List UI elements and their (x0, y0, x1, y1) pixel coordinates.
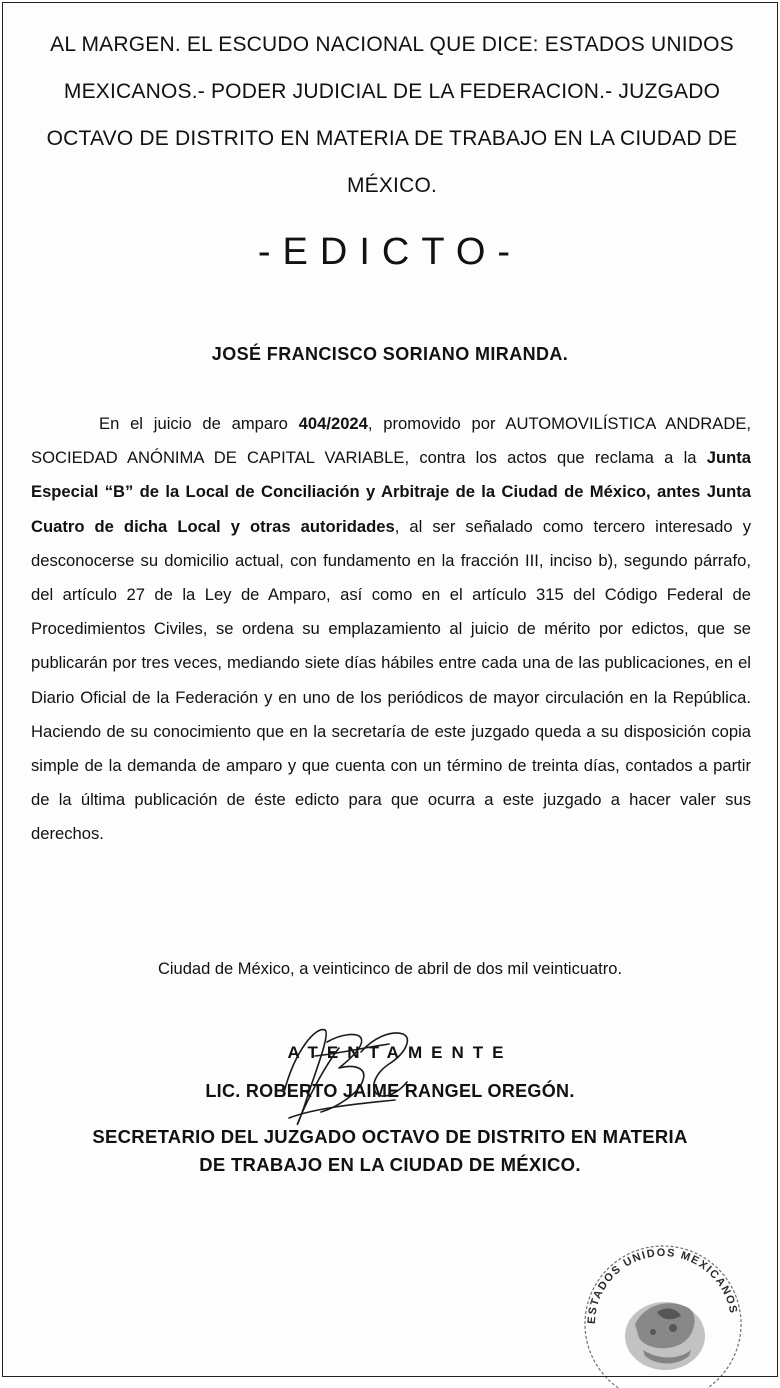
body-text-3: , al ser señalado como tercero interesado y desconocerse su domicilio actual, con fundamento en la fracción III, inciso b), segundo párrafo, del artículo 27 de la Ley de Amparo, así como en el artículo 315 del Código Federal de Procedimientos Civiles, se ordena su emplazamiento al juicio de mérito por edictos, que se publicarán por tres veces, mediando siete días hábiles entre cada una de las publicaciones, en el Diario Oficial de la Federación y en uno de los periódicos de mayor circulación en la República. Haciendo de su conocimiento que en la secretaría de este juzgado queda a su disposición copia simple de la demanda de amparo y que cuenta con un término de treinta días, contados a partir de la última publicación de éste edicto para que ocurra a este juzgado a hacer valer sus derechos. (31, 516, 751, 844)
header-line-2: MEXICANOS.- PODER JUDICIAL DE LA FEDERACION.- JUZGADO (63, 80, 721, 103)
signer-role-line-1: SECRETARIO DEL JUZGADO OCTAVO DE DISTRITO EN MATERIA (92, 1126, 688, 1147)
addressee: JOSÉ FRANCISCO SORIANO MIRANDA. (211, 344, 569, 364)
handwritten-signature-icon (265, 1008, 425, 1138)
body-text-2: , promovido por AUTOMOVILÍSTICA ANDRADE, SOCIEDAD ANÓNIMA DE CAPITAL VARIABLE, contra los actos que reclama a la (31, 414, 751, 468)
signer-name: LIC. ROBERTO JAIME RANGEL OREGÓN. (205, 1081, 575, 1101)
responsible-authority: Junta Especial “B” de la Local de Conciliación y Arbitraje de la Ciudad de México, antes Junta Cuatro de dicha Local y otras autoridades (31, 448, 751, 536)
header-line-4: MÉXICO. (346, 174, 438, 197)
seal-text: ESTADOS UNIDOS MEXICANOS (585, 1246, 740, 1325)
header-block (33, 21, 751, 209)
case-number: 404/2024 (298, 414, 368, 433)
closing-word: ATENTAMENTE (287, 1043, 513, 1062)
body-paragraph (31, 407, 751, 852)
header-line-1: AL MARGEN. EL ESCUDO NACIONAL QUE DICE: ESTADOS UNIDOS (50, 33, 734, 56)
date-line: Ciudad de México, a veinticinco de abril de dos mil veinticuatro. (157, 960, 623, 978)
court-seal-icon (573, 1228, 753, 1388)
document-title: -EDICTO- (257, 231, 523, 273)
body-text-1: En el juicio de amparo (99, 414, 299, 433)
signer-role-line-2: DE TRABAJO EN LA CIUDAD DE MÉXICO. (199, 1154, 581, 1175)
header-line-3: OCTAVO DE DISTRITO EN MATERIA DE TRABAJO EN LA CIUDAD DE (46, 127, 738, 150)
edict-page (2, 2, 778, 1377)
